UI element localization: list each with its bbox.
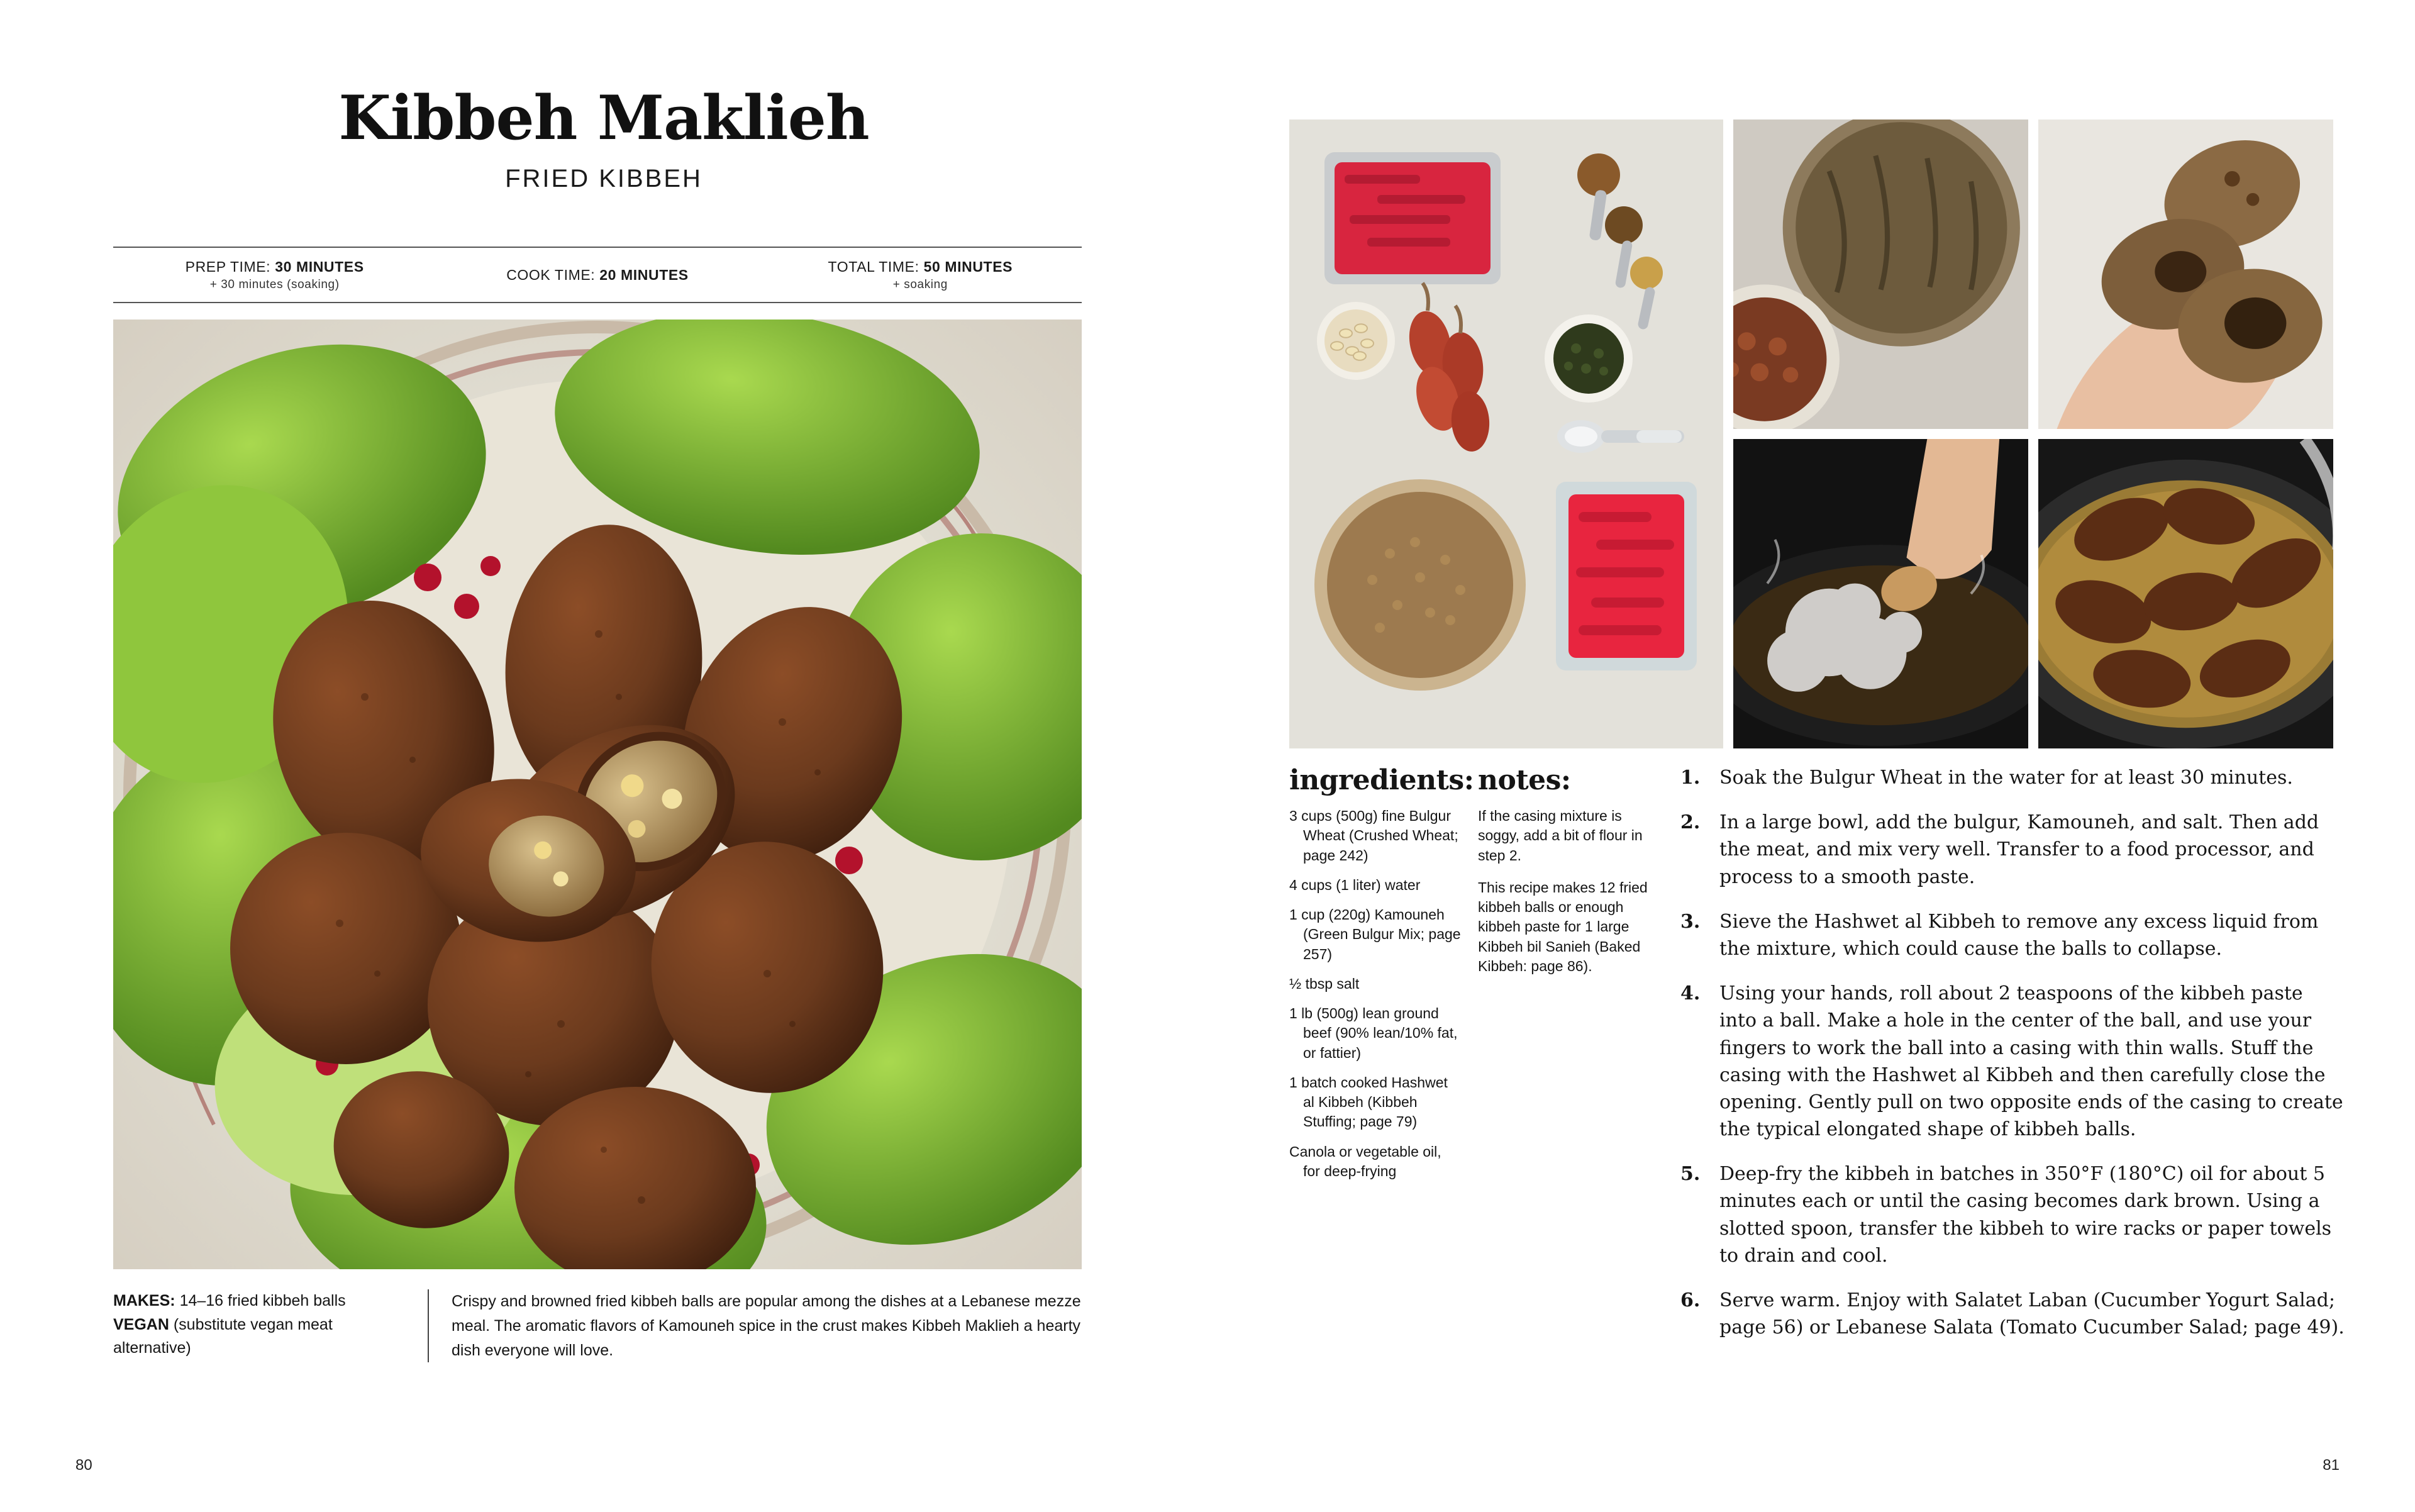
total-time-note: + soaking bbox=[892, 277, 948, 291]
vegan-value: (substitute vegan meat alternative) bbox=[113, 1315, 333, 1357]
recipe-subtitle: FRIED KIBBEH bbox=[505, 165, 702, 192]
prep-time-note: + 30 minutes (soaking) bbox=[209, 277, 340, 291]
step-number: 2. bbox=[1680, 811, 1701, 834]
vegan-label: VEGAN bbox=[113, 1315, 169, 1333]
times-bar bbox=[113, 247, 1082, 303]
list-item bbox=[1680, 764, 2346, 791]
ingredients-heading: ingredients: bbox=[1289, 764, 1474, 796]
right-columns bbox=[1289, 764, 2346, 1359]
page-number-right: 81 bbox=[2323, 1457, 2340, 1474]
step-text: Soak the Bulgur Wheat in the water for at least 30 minutes. bbox=[1719, 767, 2293, 789]
list-item: 1 cup (220g) Kamouneh (Green Bulgur Mix; page 257) bbox=[1289, 906, 1461, 962]
notes-column bbox=[1478, 764, 1667, 1359]
list-item bbox=[1680, 1160, 2346, 1269]
page-title: Kibbeh Maklieh bbox=[338, 82, 869, 153]
list-item bbox=[1680, 908, 2346, 962]
step-photos bbox=[1733, 120, 2333, 748]
makes-block bbox=[113, 1289, 428, 1362]
prep-time-value: 30 MINUTES bbox=[275, 258, 364, 275]
total-time-value: 50 MINUTES bbox=[923, 258, 1013, 275]
total-time bbox=[759, 258, 1082, 292]
total-time-label: TOTAL TIME: bbox=[828, 258, 919, 275]
prep-time-label: PREP TIME: bbox=[185, 258, 271, 275]
list-item: Canola or vegetable oil, for deep-frying bbox=[1289, 1143, 1441, 1179]
step-number: 5. bbox=[1680, 1163, 1701, 1186]
ingredients-column bbox=[1289, 764, 1478, 1359]
list-item: 1 lb (500g) lean ground beef (90% lean/10% fat, or fattier) bbox=[1289, 1005, 1458, 1061]
list-item bbox=[1680, 1287, 2346, 1341]
step-photo-casings bbox=[2038, 120, 2333, 429]
ingredients-photo bbox=[1289, 120, 1723, 748]
makes-value: 14–16 fried kibbeh balls bbox=[179, 1292, 346, 1309]
cook-time-label: COOK TIME: bbox=[506, 266, 596, 283]
page-number-left: 80 bbox=[75, 1457, 92, 1474]
step-text: Sieve the Hashwet al Kibbeh to remove any excess liquid from the mixture, which could cause the balls to collapse. bbox=[1719, 910, 2319, 960]
step-number: 1. bbox=[1680, 767, 1701, 789]
cook-time bbox=[436, 266, 758, 284]
recipe-footer bbox=[113, 1289, 1082, 1362]
hero-photo bbox=[113, 320, 1082, 1269]
prep-time bbox=[113, 258, 436, 292]
list-item: 1 batch cooked Hashwet al Kibbeh (Kibbeh Stuffing; page 79) bbox=[1289, 1074, 1448, 1130]
list-item: 3 cups (500g) fine Bulgur Wheat (Crushed Wheat; page 242) bbox=[1289, 808, 1458, 864]
step-number: 3. bbox=[1680, 910, 1701, 933]
step-photo-paste-bowls bbox=[1733, 120, 2028, 429]
step-text: Serve warm. Enjoy with Salatet Laban (Cucumber Yogurt Salad; page 56) or Lebanese Salata (Tomato Cucumber Salad; page 49). bbox=[1719, 1289, 2345, 1339]
right-page bbox=[1208, 0, 2415, 1512]
steps-column bbox=[1667, 764, 2346, 1359]
ingredients-list bbox=[1289, 806, 1462, 1181]
makes-label: MAKES: bbox=[113, 1292, 175, 1309]
list-item: ½ tbsp salt bbox=[1289, 975, 1360, 992]
step-text: Using your hands, roll about 2 teaspoons of the kibbeh paste into a ball. Make a hole in the center of the ball, and use your fingers to work the ball into a casing with thin walls. Stuff the casing with the Hashwet al Kibbeh and then carefully close the opening. Gently pull on two opposite ends of the casing to create the typical elongated shape of kibbeh balls. bbox=[1719, 982, 2343, 1141]
list-item: This recipe makes 12 fried kibbeh balls or enough kibbeh paste for 1 large Kibbeh bil Sanieh (Baked Kibbeh: page 86). bbox=[1478, 879, 1648, 974]
steps-list bbox=[1680, 764, 2346, 1341]
step-number: 6. bbox=[1680, 1289, 1701, 1311]
step-text: In a large bowl, add the bulgur, Kamouneh, and salt. Then add the meat, and mix very well. Transfer to a food processor, and process to a smooth paste. bbox=[1719, 811, 2319, 888]
step-text: Deep-fry the kibbeh in batches in 350°F (180°C) oil for about 5 minutes each or until the casing becomes dark brown. Using a slotted spoon, transfer the kibbeh to wire racks or paper towels to drain and cool. bbox=[1719, 1163, 2332, 1267]
recipe-description: Crispy and browned fried kibbeh balls are popular among the dishes at a Lebanese mezze meal. The aromatic flavors of Kamouneh spice in the crust makes Kibbeh Maklieh a hearty dish everyone will love. bbox=[428, 1289, 1082, 1362]
photo-grid bbox=[1289, 120, 2333, 748]
title-block bbox=[113, 82, 1094, 193]
cook-time-value: 20 MINUTES bbox=[599, 266, 689, 283]
step-number: 4. bbox=[1680, 982, 1701, 1005]
list-item bbox=[1680, 809, 2346, 891]
list-item: 4 cups (1 liter) water bbox=[1289, 876, 1421, 893]
list-item: If the casing mixture is soggy, add a bit of flour in step 2. bbox=[1478, 808, 1643, 864]
list-item bbox=[1680, 980, 2346, 1143]
notes-heading: notes: bbox=[1478, 764, 1571, 796]
makes-line bbox=[113, 1289, 405, 1313]
notes-list bbox=[1478, 806, 1650, 976]
vegan-line bbox=[113, 1313, 405, 1360]
step-photo-pan-of-kibbeh bbox=[2038, 439, 2333, 748]
step-photo-frying-hand bbox=[1733, 439, 2028, 748]
